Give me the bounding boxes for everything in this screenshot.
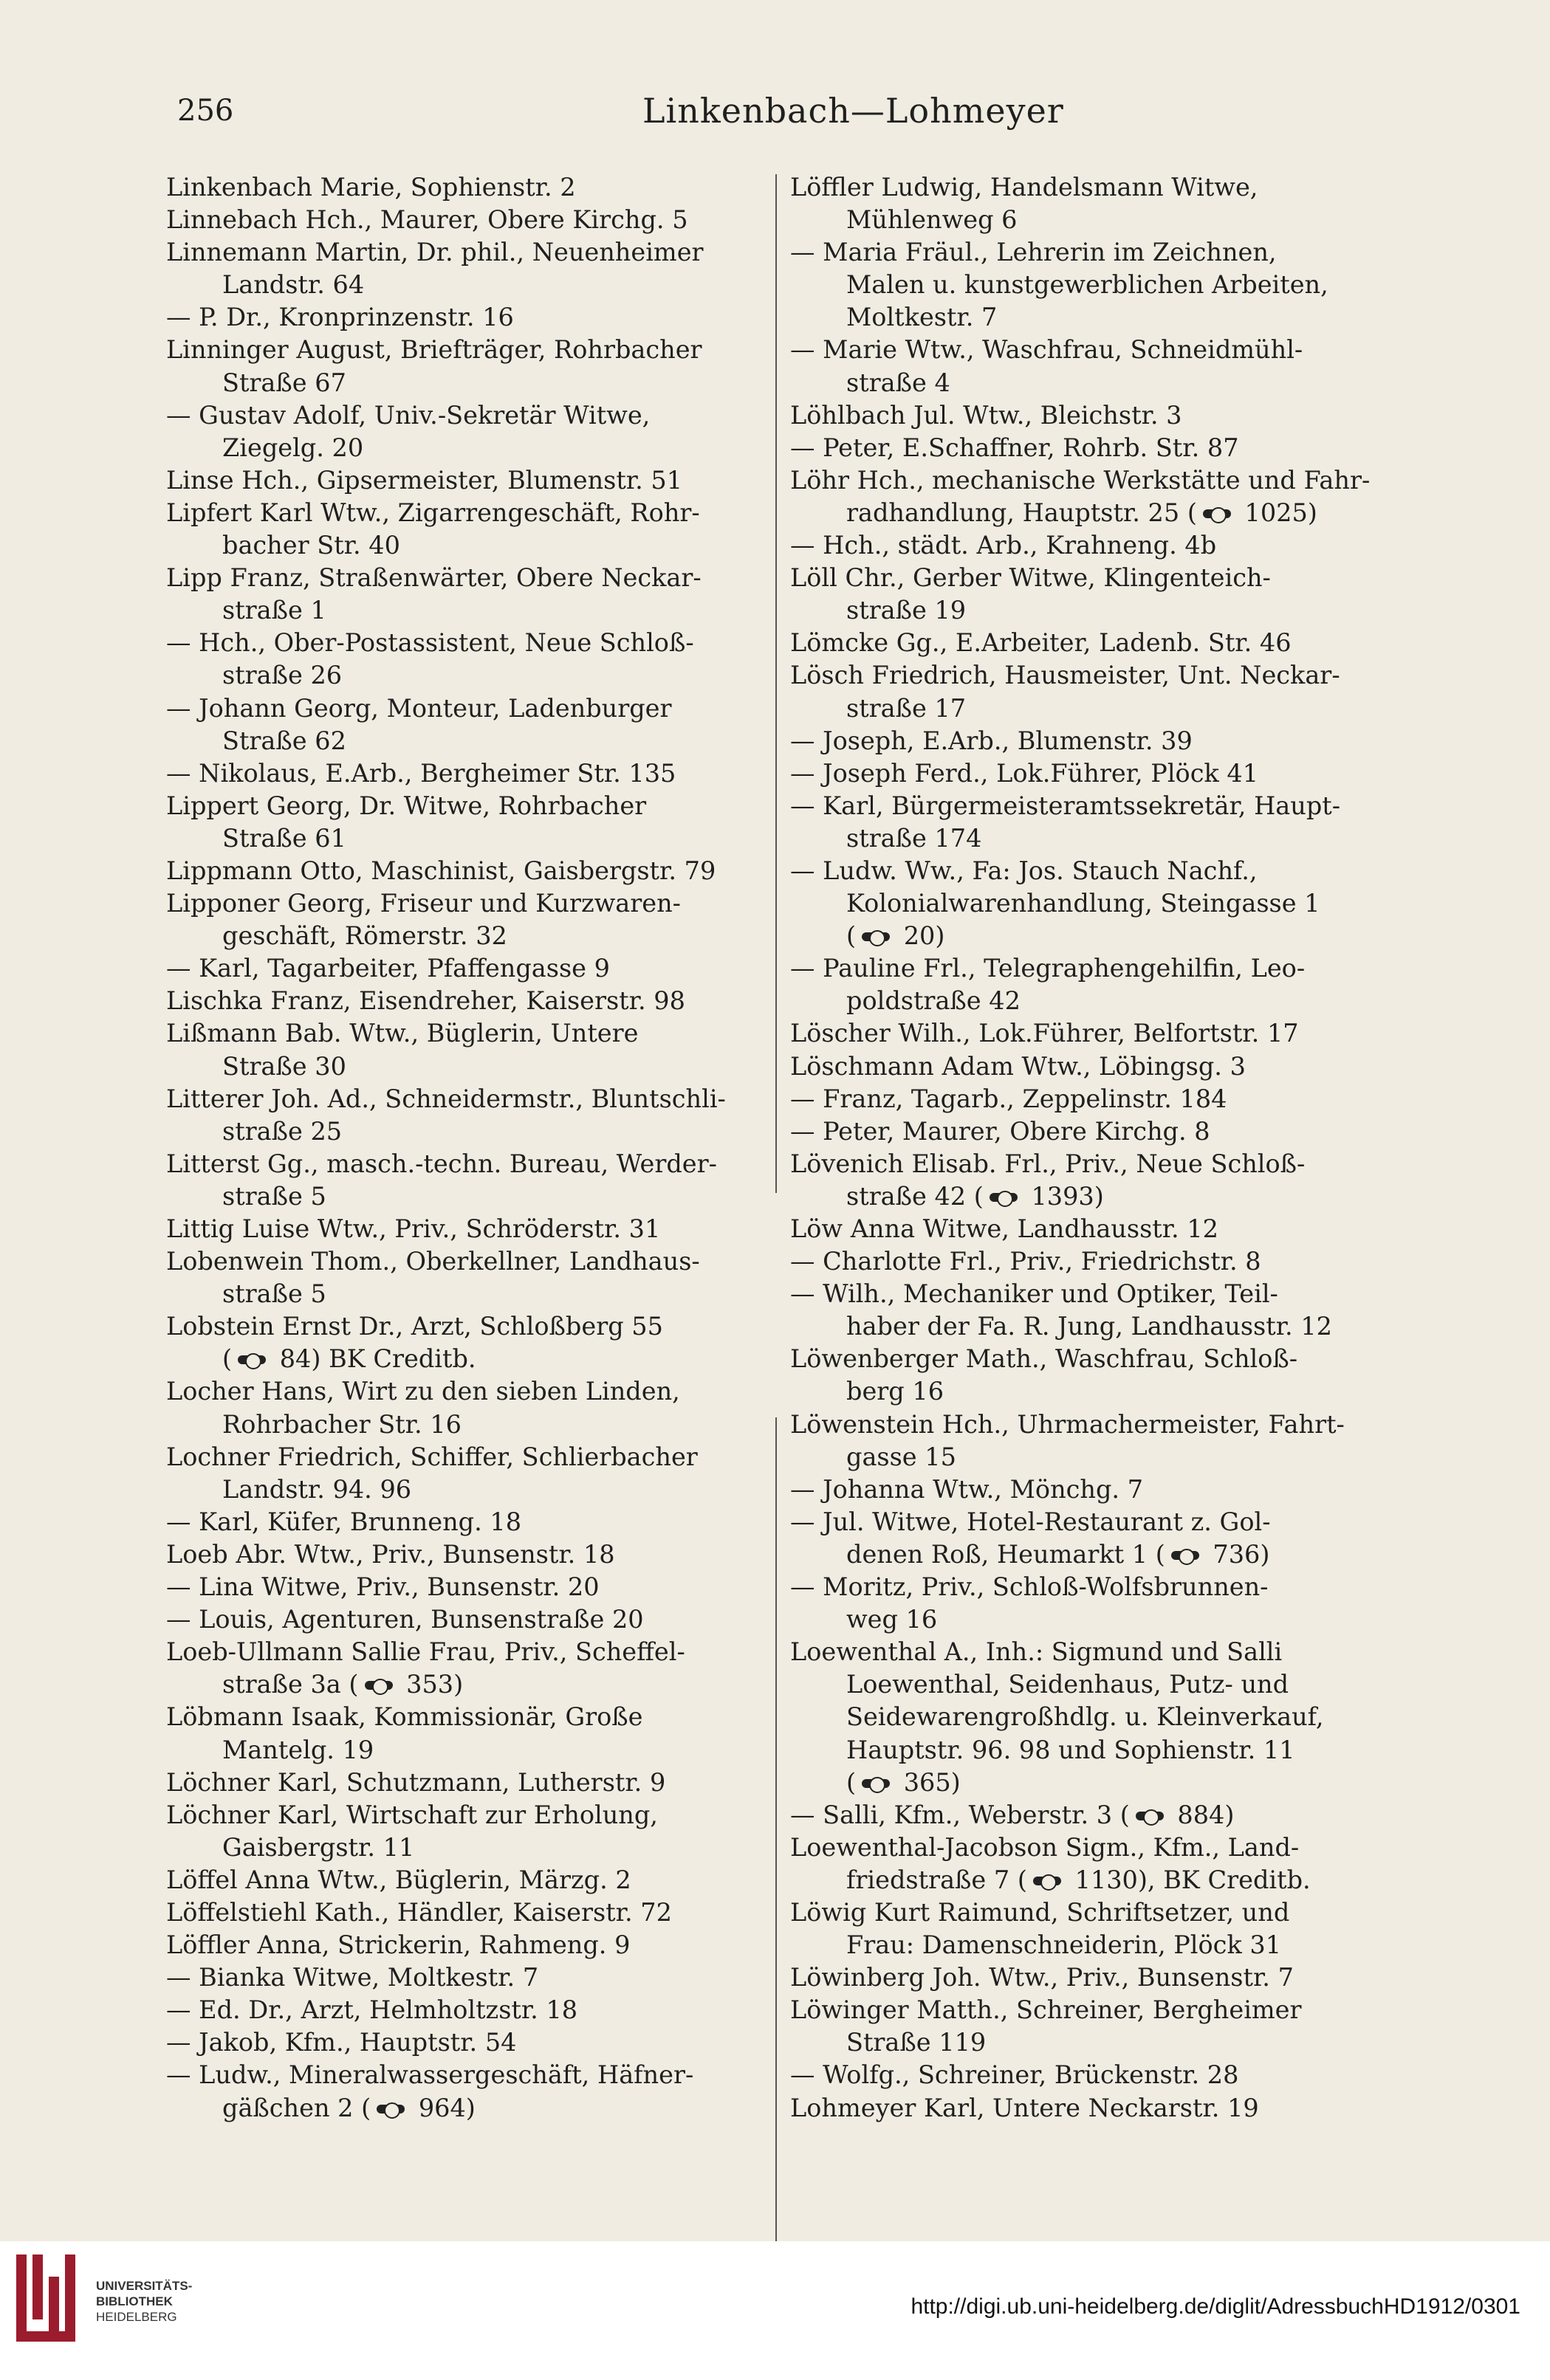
directory-entry bbox=[790, 1278, 1410, 1343]
entry-line: geschäft, Römerstr. 32 bbox=[222, 921, 507, 951]
directory-entry bbox=[166, 1310, 779, 1375]
page-number: 256 bbox=[177, 94, 234, 128]
directory-entry bbox=[790, 432, 1410, 464]
directory-entry bbox=[166, 757, 779, 790]
telephone-icon bbox=[362, 1678, 396, 1694]
entry-line: straße 4 bbox=[846, 368, 950, 397]
entry-line: — Moritz, Priv., Schloß-Wolfsbrunnen- bbox=[790, 1572, 1269, 1602]
entry-line: Linse Hch., Gipsermeister, Blumenstr. 51 bbox=[166, 465, 683, 495]
directory-entry bbox=[790, 1571, 1410, 1636]
directory-entry bbox=[790, 1994, 1410, 2059]
entry-line: Linkenbach Marie, Sophienstr. 2 bbox=[166, 173, 576, 202]
entry-line: — Pauline Frl., Telegraphengehilfin, Leo- bbox=[790, 954, 1306, 983]
entry-line: Löffel Anna Wtw., Büglerin, Märzg. 2 bbox=[166, 1865, 631, 1894]
entry-line: — Peter, Maurer, Obere Kirchg. 8 bbox=[790, 1116, 1210, 1146]
entry-line: — Joseph, E.Arb., Blumenstr. 39 bbox=[790, 726, 1193, 755]
running-head: Linkenbach—Lohmeyer bbox=[642, 91, 1064, 131]
entry-line: Loewenthal A., Inh.: Sigmund und Salli bbox=[790, 1637, 1283, 1667]
entry-line: straße 42 ( 1393) bbox=[846, 1181, 1104, 1211]
page-header bbox=[162, 85, 1418, 137]
directory-entry bbox=[166, 1148, 779, 1213]
directory-entry bbox=[790, 1213, 1410, 1245]
directory-entry bbox=[166, 790, 779, 855]
entry-line: — Joseph Ferd., Lok.Führer, Plöck 41 bbox=[790, 758, 1259, 788]
entry-line: Loeb Abr. Wtw., Priv., Bunsenstr. 18 bbox=[166, 1539, 615, 1569]
directory-entry bbox=[790, 1083, 1410, 1115]
directory-entry bbox=[166, 1994, 779, 2026]
directory-entry bbox=[790, 562, 1410, 627]
entry-line: — Bianka Witwe, Moltkestr. 7 bbox=[166, 1963, 539, 1992]
entry-line: bacher Str. 40 bbox=[222, 531, 400, 560]
entry-line: ( 365) bbox=[846, 1767, 961, 1797]
entry-line: — Wilh., Mechaniker und Optiker, Teil- bbox=[790, 1279, 1278, 1309]
directory-entry bbox=[166, 1245, 779, 1310]
entry-line: Löhr Hch., mechanische Werkstätte und Fahr- bbox=[790, 465, 1371, 495]
entry-line: Lövenich Elisab. Frl., Priv., Neue Schloß- bbox=[790, 1149, 1306, 1178]
directory-entry bbox=[166, 1636, 779, 1701]
entry-line: — Nikolaus, E.Arb., Bergheimer Str. 135 bbox=[166, 758, 676, 788]
directory-entry bbox=[790, 529, 1410, 562]
directory-entry bbox=[166, 171, 779, 204]
entry-line: Straße 67 bbox=[222, 368, 346, 397]
entry-line: Frau: Damenschneiderin, Plöck 31 bbox=[846, 1930, 1282, 1960]
entry-line: weg 16 bbox=[846, 1605, 938, 1634]
entry-line: friedstraße 7 ( 1130), BK Creditb. bbox=[846, 1865, 1311, 1894]
entry-line: Straße 30 bbox=[222, 1051, 346, 1081]
entry-line: Lipponer Georg, Friseur und Kurzwaren- bbox=[166, 889, 681, 918]
directory-entry bbox=[790, 1799, 1410, 1832]
entry-line: Landstr. 64 bbox=[222, 270, 365, 300]
directory-entry bbox=[790, 334, 1410, 399]
entry-line: — Ludw., Mineralwassergeschäft, Häfner- bbox=[166, 2060, 694, 2090]
entry-line: — Jakob, Kfm., Hauptstr. 54 bbox=[166, 2028, 517, 2057]
directory-entry bbox=[790, 1961, 1410, 1994]
entry-line: Lißmann Bab. Wtw., Büglerin, Untere bbox=[166, 1019, 639, 1048]
directory-entry bbox=[166, 334, 779, 399]
entry-line: — Hch., Ober-Postassistent, Neue Schloß- bbox=[166, 628, 694, 658]
entry-line: Löwenstein Hch., Uhrmachermeister, Fahrt- bbox=[790, 1409, 1345, 1439]
entry-line: Straße 62 bbox=[222, 726, 346, 755]
directory-entry bbox=[166, 1767, 779, 1799]
entry-line: Lipp Franz, Straßenwärter, Obere Neckar- bbox=[166, 563, 702, 593]
entry-line: Litterer Joh. Ad., Schneidermstr., Bluntschli- bbox=[166, 1084, 726, 1113]
directory-entry bbox=[166, 985, 779, 1017]
entry-line: Littig Luise Wtw., Priv., Schröderstr. 31 bbox=[166, 1214, 661, 1243]
directory-entry bbox=[790, 2059, 1410, 2091]
entry-line: haber der Fa. R. Jung, Landhausstr. 12 bbox=[846, 1312, 1332, 1341]
entry-line: gäßchen 2 ( 964) bbox=[222, 2093, 476, 2122]
entry-line: Löw Anna Witwe, Landhausstr. 12 bbox=[790, 1214, 1218, 1243]
directory-entry bbox=[790, 1409, 1410, 1473]
entry-line: Malen u. kunstgewerblichen Arbeiten, bbox=[846, 270, 1328, 300]
entry-line: straße 5 bbox=[222, 1279, 326, 1309]
directory-entry bbox=[166, 301, 779, 334]
directory-entry bbox=[166, 1083, 779, 1148]
entry-line: Gaisbergstr. 11 bbox=[222, 1832, 415, 1862]
entry-line: — Peter, E.Schaffner, Rohrb. Str. 87 bbox=[790, 433, 1239, 462]
entry-line: Lipfert Karl Wtw., Zigarrengeschäft, Rohr- bbox=[166, 498, 700, 527]
entry-line: straße 26 bbox=[222, 661, 343, 690]
right-column bbox=[790, 171, 1410, 2125]
directory-entry bbox=[790, 1017, 1410, 1050]
directory-entry bbox=[166, 1441, 779, 1506]
library-logo[interactable] bbox=[16, 2255, 90, 2342]
entry-line: — Jul. Witwe, Hotel-Restaurant z. Gol- bbox=[790, 1507, 1271, 1536]
entry-line: Straße 61 bbox=[222, 823, 346, 853]
entry-line: straße 3a ( 353) bbox=[222, 1670, 464, 1699]
directory-entry bbox=[166, 1538, 779, 1571]
directory-entry bbox=[166, 204, 779, 236]
left-column bbox=[166, 171, 779, 2125]
entry-line: Lippmann Otto, Maschinist, Gaisbergstr. 79 bbox=[166, 856, 716, 885]
entry-line: — Hch., städt. Arb., Krahneng. 4b bbox=[790, 531, 1217, 560]
entry-line: Seidewarengroßhdlg. u. Kleinverkauf, bbox=[846, 1702, 1324, 1732]
directory-entry bbox=[166, 692, 779, 757]
entry-line: Lobstein Ernst Dr., Arzt, Schloßberg 55 bbox=[166, 1312, 663, 1341]
directory-entry bbox=[790, 1473, 1410, 1506]
directory-entry bbox=[166, 1603, 779, 1636]
directory-entry bbox=[166, 627, 779, 692]
entry-line: radhandlung, Hauptstr. 25 ( 1025) bbox=[846, 498, 1317, 527]
entry-line: Hauptstr. 96. 98 und Sophienstr. 11 bbox=[846, 1735, 1295, 1764]
entry-line: Locher Hans, Wirt zu den sieben Linden, bbox=[166, 1377, 680, 1406]
entry-line: Ziegelg. 20 bbox=[222, 433, 364, 462]
directory-entry bbox=[790, 757, 1410, 790]
directory-entry bbox=[166, 562, 779, 627]
entry-line: Löwinberg Joh. Wtw., Priv., Bunsenstr. 7 bbox=[790, 1963, 1294, 1992]
entry-line: — P. Dr., Kronprinzenstr. 16 bbox=[166, 303, 514, 332]
entry-line: Rohrbacher Str. 16 bbox=[222, 1409, 462, 1439]
source-url-link[interactable]: http://digi.ub.uni-heidelberg.de/diglit/AdressbuchHD1912/0301 bbox=[911, 2294, 1520, 2319]
directory-entry bbox=[790, 399, 1410, 432]
entry-line: — Louis, Agenturen, Bunsenstraße 20 bbox=[166, 1605, 644, 1634]
directory-entry bbox=[790, 790, 1410, 855]
entry-line: berg 16 bbox=[846, 1377, 944, 1406]
directory-entry bbox=[166, 2026, 779, 2059]
entry-line: Löscher Wilh., Lok.Führer, Belfortstr. 17 bbox=[790, 1019, 1299, 1048]
entry-line: straße 25 bbox=[222, 1116, 343, 1146]
entry-line: — Karl, Bürgermeisteramtssekretär, Haupt- bbox=[790, 791, 1341, 820]
entry-line: straße 174 bbox=[846, 823, 982, 853]
telephone-icon bbox=[1133, 1809, 1167, 1825]
library-name-line: HEIDELBERG bbox=[96, 2310, 177, 2324]
directory-entry bbox=[166, 1799, 779, 1864]
entry-line: — Salli, Kfm., Weberstr. 3 ( 884) bbox=[790, 1800, 1235, 1829]
entry-line: straße 5 bbox=[222, 1181, 326, 1211]
library-name-line: UNIVERSITÄTS- bbox=[96, 2279, 193, 2293]
entry-line: Löwig Kurt Raimund, Schriftsetzer, und bbox=[790, 1897, 1290, 1927]
directory-entry bbox=[790, 1896, 1410, 1961]
entry-line: — Charlotte Frl., Priv., Friedrichstr. 8 bbox=[790, 1247, 1261, 1276]
directory-entry bbox=[790, 1506, 1410, 1571]
telephone-icon bbox=[859, 929, 893, 946]
entry-line: — Gustav Adolf, Univ.-Sekretär Witwe, bbox=[166, 400, 651, 430]
entry-line: Löschmann Adam Wtw., Löbingsg. 3 bbox=[790, 1051, 1246, 1081]
directory-entry bbox=[166, 887, 779, 952]
telephone-icon bbox=[987, 1190, 1021, 1206]
entry-line: Löbmann Isaak, Kommissionär, Große bbox=[166, 1702, 643, 1732]
directory-entry bbox=[166, 1864, 779, 1896]
entry-line: Landstr. 94. 96 bbox=[222, 1474, 412, 1504]
directory-entry bbox=[166, 464, 779, 497]
entry-line: Löffler Anna, Strickerin, Rahmeng. 9 bbox=[166, 1930, 631, 1960]
entry-line: straße 19 bbox=[846, 596, 967, 625]
entry-line: Löwinger Matth., Schreiner, Bergheimer bbox=[790, 1995, 1302, 2025]
entry-line: Lohmeyer Karl, Untere Neckarstr. 19 bbox=[790, 2093, 1259, 2122]
telephone-icon bbox=[1200, 506, 1234, 523]
entry-line: Lobenwein Thom., Oberkellner, Landhaus- bbox=[166, 1247, 700, 1276]
entry-line: — Johanna Wtw., Mönchg. 7 bbox=[790, 1474, 1144, 1504]
entry-line: — Ludw. Ww., Fa: Jos. Stauch Nachf., bbox=[790, 856, 1258, 885]
entry-line: — Franz, Tagarb., Zeppelinstr. 184 bbox=[790, 1084, 1227, 1113]
column-divider bbox=[775, 1417, 777, 2333]
directory-entry bbox=[790, 1343, 1410, 1408]
entry-line: Löffelstiehl Kath., Händler, Kaiserstr. 72 bbox=[166, 1897, 672, 1927]
entry-line: straße 1 bbox=[222, 596, 326, 625]
entry-line: Linnemann Martin, Dr. phil., Neuenheimer bbox=[166, 238, 704, 267]
entry-line: — Lina Witwe, Priv., Bunsenstr. 20 bbox=[166, 1572, 600, 1602]
entry-line: — Marie Wtw., Waschfrau, Schneidmühl- bbox=[790, 335, 1303, 365]
entry-line: ( 84) BK Creditb. bbox=[222, 1344, 476, 1374]
directory-entry bbox=[790, 1115, 1410, 1148]
directory-entry bbox=[790, 236, 1410, 334]
directory-entry bbox=[790, 464, 1410, 529]
entry-line: Lochner Friedrich, Schiffer, Schlierbacher bbox=[166, 1442, 698, 1471]
telephone-icon bbox=[1168, 1548, 1202, 1564]
entry-line: Mantelg. 19 bbox=[222, 1735, 374, 1764]
directory-entry bbox=[166, 1701, 779, 1766]
directory-entry bbox=[166, 1896, 779, 1929]
column-divider bbox=[775, 174, 777, 1193]
directory-entry bbox=[790, 725, 1410, 757]
directory-entry bbox=[790, 1148, 1410, 1213]
footer bbox=[0, 2241, 1550, 2380]
directory-entry bbox=[166, 1571, 779, 1603]
entry-line: Löchner Karl, Wirtschaft zur Erholung, bbox=[166, 1800, 658, 1829]
directory-entry bbox=[166, 1506, 779, 1538]
directory-entry bbox=[166, 1961, 779, 1994]
entry-line: Straße 119 bbox=[846, 2028, 987, 2057]
library-name bbox=[96, 2278, 192, 2325]
entry-line: Moltkestr. 7 bbox=[846, 303, 998, 332]
entry-line: Litterst Gg., masch.-techn. Bureau, Werder- bbox=[166, 1149, 717, 1178]
telephone-icon bbox=[1030, 1874, 1064, 1890]
directory-entry bbox=[790, 1636, 1410, 1798]
entry-line: poldstraße 42 bbox=[846, 986, 1021, 1016]
entry-line: Löchner Karl, Schutzmann, Lutherstr. 9 bbox=[166, 1767, 666, 1797]
directory-entry bbox=[790, 952, 1410, 1017]
directory-entry bbox=[166, 1017, 779, 1082]
directory-entry bbox=[166, 497, 779, 562]
directory-entry bbox=[166, 2059, 779, 2124]
directory-entry bbox=[166, 236, 779, 301]
directory-entry bbox=[790, 171, 1410, 236]
entry-line: Loeb-Ullmann Sallie Frau, Priv., Scheffel- bbox=[166, 1637, 685, 1667]
entry-line: Löwenberger Math., Waschfrau, Schloß- bbox=[790, 1344, 1298, 1374]
telephone-icon bbox=[235, 1352, 269, 1369]
entry-line: Löll Chr., Gerber Witwe, Klingenteich- bbox=[790, 563, 1271, 593]
entry-line: Mühlenweg 6 bbox=[846, 205, 1018, 235]
entry-line: ( 20) bbox=[846, 921, 945, 951]
entry-line: — Karl, Küfer, Brunneng. 18 bbox=[166, 1507, 522, 1536]
directory-entry bbox=[166, 1213, 779, 1245]
entry-line: Löhlbach Jul. Wtw., Bleichstr. 3 bbox=[790, 400, 1182, 430]
entry-line: — Maria Fräul., Lehrerin im Zeichnen, bbox=[790, 238, 1277, 267]
directory-entry bbox=[790, 855, 1410, 952]
entry-line: Lömcke Gg., E.Arbeiter, Ladenb. Str. 46 bbox=[790, 628, 1292, 658]
directory-entry bbox=[166, 399, 779, 464]
directory-entry bbox=[790, 2092, 1410, 2125]
entry-line: Lösch Friedrich, Hausmeister, Unt. Neckar- bbox=[790, 661, 1340, 690]
entry-line: — Johann Georg, Monteur, Ladenburger bbox=[166, 693, 672, 723]
entry-line: Loewenthal-Jacobson Sigm., Kfm., Land- bbox=[790, 1832, 1300, 1862]
entry-line: Linninger August, Briefträger, Rohrbacher bbox=[166, 335, 702, 365]
directory-entry bbox=[166, 1929, 779, 1961]
library-name-line: BIBLIOTHEK bbox=[96, 2294, 173, 2308]
directory-entry bbox=[790, 1832, 1410, 1896]
entry-line: — Wolfg., Schreiner, Brückenstr. 28 bbox=[790, 2060, 1239, 2090]
entry-line: Lischka Franz, Eisendreher, Kaiserstr. 98 bbox=[166, 986, 685, 1016]
directory-entry bbox=[166, 855, 779, 887]
telephone-icon bbox=[859, 1776, 893, 1792]
entry-line: Lippert Georg, Dr. Witwe, Rohrbacher bbox=[166, 791, 647, 820]
directory-entry bbox=[790, 659, 1410, 724]
directory-entry bbox=[790, 627, 1410, 659]
directory-entry bbox=[790, 1050, 1410, 1083]
entry-line: gasse 15 bbox=[846, 1442, 956, 1471]
entry-line: Linnebach Hch., Maurer, Obere Kirchg. 5 bbox=[166, 205, 688, 235]
telephone-icon bbox=[374, 2102, 408, 2118]
entry-line: — Karl, Tagarbeiter, Pfaffengasse 9 bbox=[166, 954, 610, 983]
entry-line: Löffler Ludwig, Handelsmann Witwe, bbox=[790, 173, 1258, 202]
directory-entry bbox=[166, 1375, 779, 1440]
entry-line: straße 17 bbox=[846, 693, 967, 723]
directory-entry bbox=[166, 952, 779, 985]
entry-line: denen Roß, Heumarkt 1 ( 736) bbox=[846, 1539, 1270, 1569]
entry-line: Kolonialwarenhandlung, Steingasse 1 bbox=[846, 889, 1320, 918]
entry-line: — Ed. Dr., Arzt, Helmholtzstr. 18 bbox=[166, 1995, 578, 2025]
directory-entry bbox=[790, 1245, 1410, 1278]
entry-line: Loewenthal, Seidenhaus, Putz- und bbox=[846, 1670, 1289, 1699]
